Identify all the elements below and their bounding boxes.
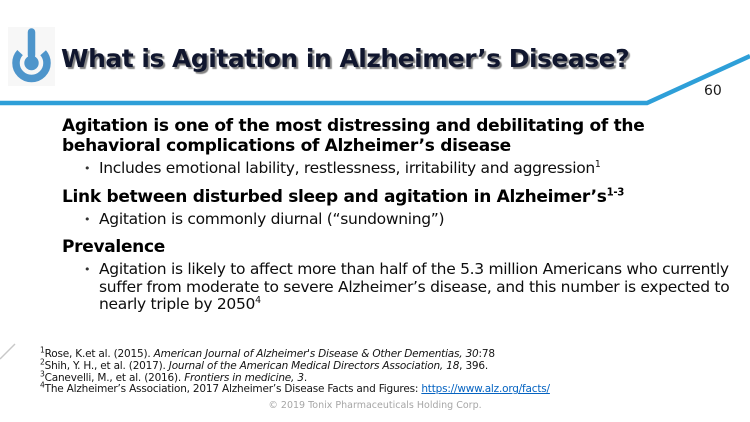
bullet-icon: •: [84, 162, 91, 175]
page-title: What is Agitation in Alzheimer’s Disease?: [61, 44, 630, 73]
bullet-item: [84, 211, 734, 229]
bullet-icon: •: [84, 263, 91, 276]
page-number: 60: [704, 83, 722, 99]
section-heading: Prevalence: [62, 237, 165, 257]
footnote-line: $^4$The Alzheimer’s Association, 2017 Alzheimer’s Disease Facts and Figures: https://www.alz.org/facts/: [40, 380, 550, 396]
footnote-line: $^3$Canevelli, M., et al. (2016). Frontiers in medicine, 3.: [40, 369, 307, 384]
bullet-text: Agitation is commonly diurnal (“sundowning”): [99, 209, 445, 228]
footnotes: [40, 345, 600, 396]
footnote-line: $^2$Shih, Y. H., et al. (2017). Journal of the American Medical Directors Association, 18, 396.: [40, 357, 489, 372]
section-heading: Agitation is one of the most distressing and debilitating of the behavioral complications of Alzheimer’s disease: [62, 116, 645, 156]
copyright-footer: © 2019 Tonix Pharmaceuticals Holding Corp.: [268, 400, 482, 411]
company-logo: [8, 27, 55, 86]
content-sections: [62, 116, 734, 317]
power-icon: [8, 27, 55, 86]
bullet-item: [84, 261, 734, 314]
bullet-text: Agitation is likely to affect more than half of the 5.3 million Americans who currently suffer from moderate to severe Alzheimer’s disease, and this number is expected to nearly triple by 2050$^4$: [99, 260, 730, 313]
bullet-text: Includes emotional lability, restlessness, irritability and aggression$^1$: [99, 158, 601, 177]
bullet-item: [84, 160, 734, 178]
footnote-line: $^1$Rose, K.et al. (2015). American Journal of Alzheimer's Disease & Other Dementias, 30:78: [40, 345, 495, 360]
alz-facts-link[interactable]: https://www.alz.org/facts/: [421, 383, 550, 396]
section-heading: Link between disturbed sleep and agitation in $Alzheimer’s^{1-3}$: [62, 186, 625, 207]
bullet-icon: •: [84, 212, 91, 226]
corner-accent-line: [0, 342, 24, 362]
